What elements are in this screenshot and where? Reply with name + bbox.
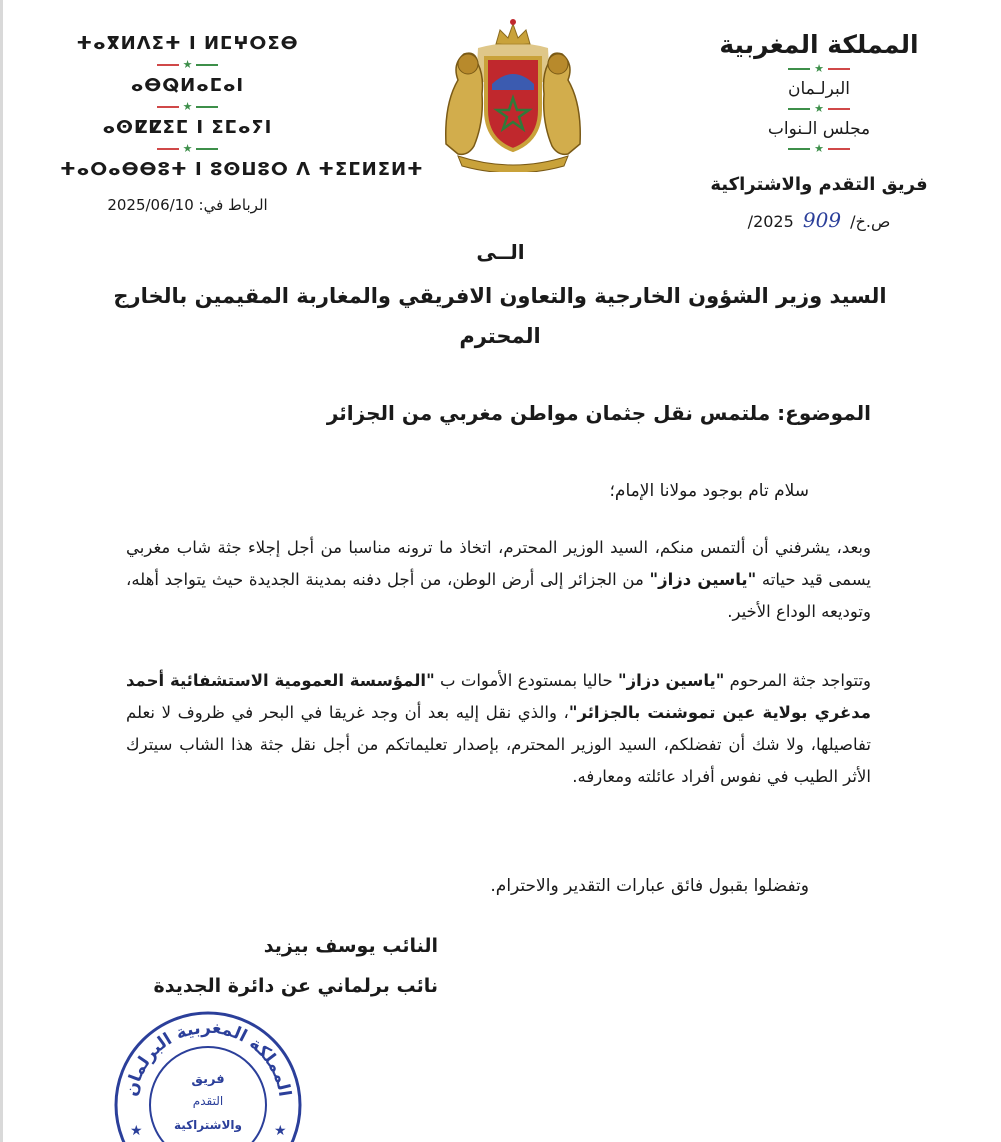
official-stamp-icon (108, 1005, 308, 1142)
ornament-divider: ★ (60, 58, 315, 72)
letter-closing: وتفضلوا بقبول فائق عبارات التقدير والاحترام. (490, 876, 809, 896)
stamp-center-line1: فريق (191, 1072, 225, 1087)
header-arabic (689, 28, 949, 236)
paragraph-request (126, 532, 871, 628)
signature-block (78, 926, 438, 1006)
coat-of-arms-icon (438, 14, 588, 172)
header-tifinagh (60, 30, 424, 218)
reference-number (689, 206, 949, 236)
scan-edge (0, 0, 3, 1142)
ref-prefix: ص.خ/ (850, 212, 891, 231)
signatory-name: النائب يوسف بيزيد (263, 935, 438, 957)
ref-number: 909 (802, 208, 842, 232)
header-kingdom-arabic: المملكة المغربية (719, 30, 919, 59)
header-group-tifinagh: ⵜⴰⵔⴰⴱⴱⵓⵜ ⵏ ⵓⵙⵡⵓⵔ ⴷ ⵜⵉⵎⵍⵉⵍⵜ (60, 159, 424, 180)
p2-text-c: ، والذي نقل إليه بعد أن وجد غريقا في البحر في ظروف لا نعلم تفاصيلها، ولا شك أن تفضلكم، السيد الوزير المحترم، بإصدار تعليماتكم من أجل نقل جثة هذا الشاب سيترك الأثر الطيب في نفوس أفراد عائلته ومعارفه. (126, 703, 871, 786)
p2-text-a: وتتواجد جثة المرحوم (724, 671, 872, 690)
ornament-divider: ★ (689, 102, 949, 116)
stamp-star-icon: ★ (130, 1123, 143, 1139)
stamp-center-line3: والاشتراكية (174, 1118, 242, 1132)
letter-greeting: سلام تام بوجود مولانا الإمام؛ (609, 481, 809, 501)
minister-honorific: المحترم (459, 324, 541, 348)
ornament-divider: ★ (689, 142, 949, 156)
header-kingdom-tifinagh: ⵜⴰⴳⵍⴷⵉⵜ ⵏ ⵍⵎⵖⵔⵉⴱ (76, 33, 299, 54)
signatory-title: نائب برلماني عن دائرة الجديدة (153, 975, 438, 997)
shield-icon (486, 58, 540, 150)
deceased-name: "ياسين دزاز" (618, 671, 725, 690)
header-parliament-tifinagh: ⴰⴱⵕⵍⴰⵎⴰⵏ (130, 75, 245, 96)
hospital-name: "المؤسسة العمومية الاستشفائية أحمد مدغري بولاية عين تموشنت بالجزائر" (126, 671, 871, 722)
ref-year: 2025/ (747, 212, 794, 231)
minister-title: السيد وزير الشؤون الخارجية والتعاون الافريقي والمغاربة المقيمين بالخارج (113, 284, 887, 308)
p1-text-b: من الجزائر إلى أرض الوطن، من أجل دفنه بمدينة الجديدة حيث يتواجد أهله، وتوديعه الوداع الأخير. (126, 570, 871, 621)
deceased-name: "ياسين دزاز" (649, 570, 757, 589)
paragraph-details (126, 665, 871, 793)
left-lion-icon (446, 53, 483, 154)
ornament-divider: ★ (689, 62, 949, 76)
header-parliament-arabic: البرلـمان (787, 79, 851, 99)
p1-text-a: وبعد، يشرفني أن ألتمس منكم، السيد الوزير المحترم، اتخاذ ما ترونه مناسبا من أجل إجلاء جثة شاب مغربي يسمى قيد حياته (126, 538, 872, 589)
stamp-star-icon: ★ (274, 1123, 287, 1139)
p2-text-b: حاليا بمستودع الأموات ب (434, 671, 619, 690)
crown-icon (496, 19, 530, 44)
place-and-date: الرباط في: 2025/06/10 (107, 196, 268, 214)
ornament-divider: ★ (60, 142, 315, 156)
recipient-minister (60, 276, 940, 356)
header-group-arabic: فريق التقدم والاشتراكية (710, 174, 928, 195)
recipient-to: الــى (476, 240, 525, 264)
header-house-arabic: مجلس الـنواب (767, 119, 871, 139)
stamp-center-line2: التقدم (192, 1094, 224, 1108)
ribbon-icon (458, 156, 568, 172)
right-lion-icon (544, 53, 581, 154)
ornament-divider: ★ (60, 100, 315, 114)
header-house-tifinagh: ⴰⵙⵇⵇⵉⵎ ⵏ ⵉⵎⴰⵢⵏ (102, 117, 273, 138)
letter-subject: الموضوع: ملتمس نقل جثمان مواطن مغربي من الجزائر (326, 401, 871, 425)
stamp-ring-text: المملكة المغربية البرلمان (121, 1017, 295, 1099)
